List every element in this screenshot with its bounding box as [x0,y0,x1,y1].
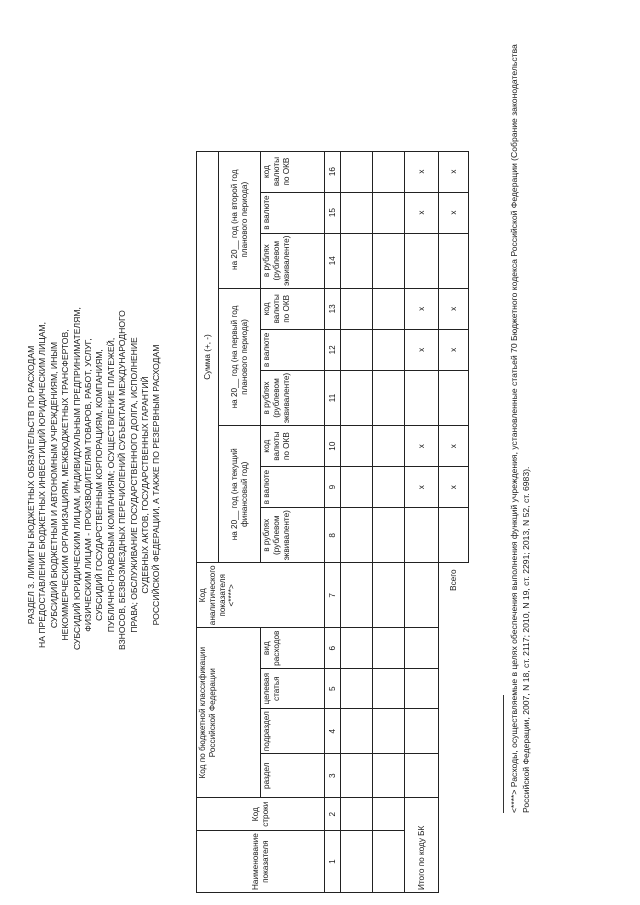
footnote-divider [503,695,504,813]
x-mark: x [405,151,439,192]
table-cell [373,831,405,893]
header-period-current: на 20__ год (на текущий финансовый год) [219,426,261,563]
column-number: 4 [325,709,341,754]
header-rubles: в рублях (рублевом эквиваленте) [261,233,325,288]
table-cell [341,831,373,893]
column-number: 13 [325,288,341,329]
column-number: 5 [325,669,341,709]
table-cell [341,669,373,709]
grand-total-label: Всего [448,569,458,591]
column-number-row [325,151,341,892]
heading-line: ПРАВА; ОБСЛУЖИВАНИЕ ГОСУДАРСТВЕННОГО ДОЛГА, ИСПОЛНЕНИЕ [128,337,139,633]
x-mark: x [439,329,469,370]
column-number: 12 [325,329,341,370]
column-number: 15 [325,192,341,233]
heading-line: ФИЗИЧЕСКИМ ЛИЦАМ - ПРОИЗВОДИТЕЛЯМ ТОВАРОВ, РАБОТ, УСЛУГ, [83,338,94,632]
table-cell [341,329,373,370]
column-number: 8 [325,508,341,563]
table-cell [373,370,405,425]
x-mark: x [405,426,439,467]
table-cell [373,669,405,709]
header-currency: в валюте [261,467,325,508]
table-cell [373,192,405,233]
table-cell [341,288,373,329]
x-mark: x [405,288,439,329]
table-cell [373,628,405,669]
table-cell [405,754,439,798]
table-cell [373,563,405,628]
x-mark: x [405,329,439,370]
header-expense-type: вид расходов [261,628,325,669]
table-cell [405,709,439,754]
table-cell [439,508,469,563]
footnote: <****> Расходы, осуществляемые в целях обеспечения выполнения функций учреждения, установленные статьей 70 Бюджетного кодекса Российской Федерации (Собрание законодательства Российской Федерации, 2007, N 18, ст. 2117; 2010, N 19, ст. 2291; 2013, N 52, ст. 6983). [509,44,531,813]
x-mark: x [405,467,439,508]
table-cell [373,754,405,798]
table-row [373,151,405,892]
column-number: 6 [325,628,341,669]
heading-line: СУБСИДИЙ ЮРИДИЧЕСКИМ ЛИЦАМ, ИНДИВИДУАЛЬНЫМ ПРЕДПРИНИМАТЕЛЯМ, [71,307,82,650]
x-mark: x [439,467,469,508]
table-cell [405,233,439,288]
column-number: 3 [325,754,341,798]
table-cell [405,370,439,425]
table-cell [405,628,439,669]
header-okv: код валюты по ОКВ [261,288,325,329]
table-cell [373,426,405,467]
table-cell [373,508,405,563]
table-cell [405,669,439,709]
header-sum: Сумма (+, -) [197,151,219,563]
heading-line: ВЗНОСОВ, БЕЗВОЗМЕЗДНЫХ ПЕРЕЧИСЛЕНИЙ СУБЪЕКТАМ МЕЖДУНАРОДНОГО [117,310,128,650]
table-cell [373,329,405,370]
table-cell [405,563,439,628]
table-cell [341,426,373,467]
header-okv: код валюты по ОКВ [261,151,325,192]
table-cell [341,754,373,798]
column-number: 1 [325,831,341,893]
table-cell [341,563,373,628]
table-cell [405,508,439,563]
header-rubles: в рублях (рублевом эквиваленте) [261,370,325,425]
table-cell [373,151,405,192]
limits-table [196,151,469,893]
header-section: раздел [261,754,325,798]
heading-line: НА ПРЕДОСТАВЛЕНИЕ БЮДЖЕТНЫХ ИНВЕСТИЦИЙ ЮРИДИЧЕСКИМ ЛИЦАМ, [37,322,48,648]
table-cell [341,508,373,563]
table-cell [439,370,469,425]
header-line-code: Код строки [197,798,325,831]
header-currency: в валюте [261,329,325,370]
heading-line: РАЗДЕЛ 3. ЛИМИТЫ БЮДЖЕТНЫХ ОБЯЗАТЕЛЬСТВ ПО РАСХОДАМ [26,345,36,625]
table-cell [341,233,373,288]
table-cell [341,151,373,192]
x-mark: x [439,192,469,233]
header-target-article: целевая статья [261,669,325,709]
heading-line: СУДЕБНЫХ АКТОВ, ГОСУДАРСТВЕННЫХ ГАРАНТИЙ [140,376,151,594]
heading-line: РОССИЙСКОЙ ФЕДЕРАЦИИ, А ТАКЖЕ ПО РЕЗЕРВНЫМ РАСХОДАМ [151,344,162,626]
heading-line: СУБСИДИЙ БЮДЖЕТНЫМ И АВТОНОМНЫМ УЧРЕЖДЕНИЯМ, ИНЫМ [48,341,59,629]
x-mark: x [439,288,469,329]
table-cell [373,709,405,754]
column-number: 7 [325,563,341,628]
table-cell [373,798,405,831]
grand-total-row [439,151,469,892]
table-cell [341,370,373,425]
x-mark: x [405,192,439,233]
table-cell [341,192,373,233]
table-cell [341,628,373,669]
header-bk: Код по бюджетной классификации Российской Федерации [197,628,261,798]
header-rubles: в рублях (рублевом эквиваленте) [261,508,325,563]
table-cell [341,467,373,508]
table-cell [373,467,405,508]
column-number: 11 [325,370,341,425]
column-number: 14 [325,233,341,288]
column-number: 2 [325,798,341,831]
heading-line: НЕКОММЕРЧЕСКИМ ОРГАНИЗАЦИЯМ, МЕЖБЮДЖЕТНЫХ ТРАНСФЕРТОВ, [60,329,71,641]
header-period-second: на 20__ год (на второй год планового периода) [219,151,261,288]
table-row [341,151,373,892]
column-number: 16 [325,151,341,192]
column-number: 10 [325,426,341,467]
column-number: 9 [325,467,341,508]
header-name: Наименование показателя [197,831,325,893]
header-subsection: подраздел [261,709,325,754]
heading-line: ПУБЛИЧНО-ПРАВОВЫМ КОМПАНИЯМ; ОСУЩЕСТВЛЕНИЕ ПЛАТЕЖЕЙ, [105,337,116,633]
x-mark: x [439,151,469,192]
table-cell [439,233,469,288]
x-mark: x [439,426,469,467]
table-cell [341,709,373,754]
section-heading [26,307,163,650]
total-by-bk-label: Итого по коду БК [405,798,439,893]
heading-line: СУБСИДИЙ ГОСУДАРСТВЕННЫМ КОРПОРАЦИЯМ, КОМПАНИЯМ, [94,349,105,621]
header-period-first: на 20__ год (на первый год планового периода) [219,288,261,425]
header-okv: код валюты по ОКВ [261,426,325,467]
table-cell [341,798,373,831]
header-currency: в валюте [261,192,325,233]
table-cell [373,288,405,329]
total-by-bk-row [405,151,439,892]
table-cell [373,233,405,288]
header-analytic: Код аналитического показателя <****> [197,563,325,628]
